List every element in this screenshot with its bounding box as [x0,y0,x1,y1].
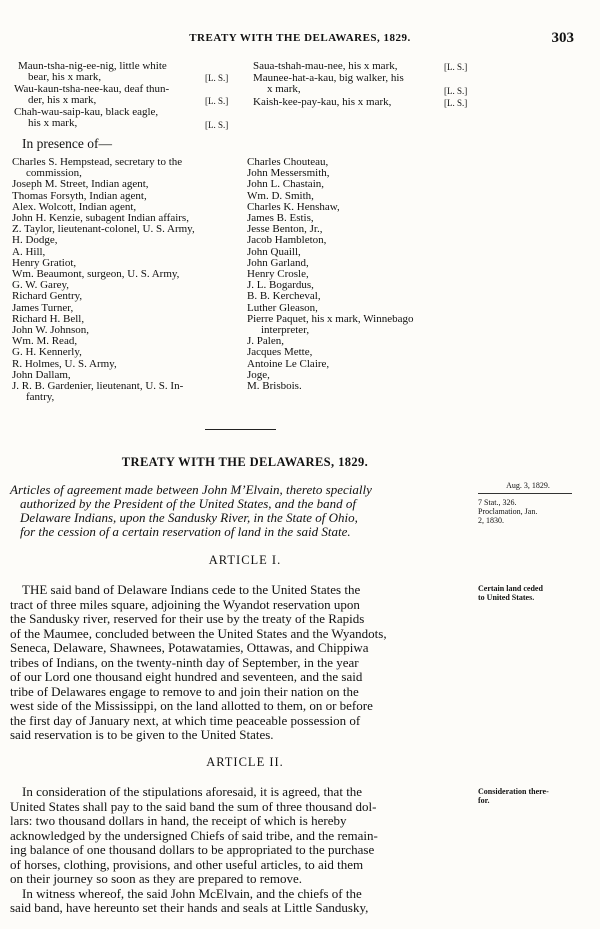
witness-entry: John H. Kenzie, subagent Indian affairs, [12,212,189,225]
article-2-heading: ARTICLE II. [206,755,284,769]
witness-entry: interpreter, [261,324,310,337]
signature-left-2 [14,84,169,106]
article-2-line: United States shall pay to the said band the sum of three thousand dol- [10,798,377,814]
article-2-line: said band, have hereunto set their hands and seals at Little Sandusky, [10,900,369,915]
margin-note-line: Consideration there- [478,787,549,796]
witness-entry: Charles S. Hempstead, secretary to the [12,156,183,168]
signature-line: Maun-tsha-nig-ee-nig, little white [18,60,167,72]
intro-line: Articles of agreement made between John M’Elvain, thereto specially [10,482,372,497]
witness-entry: A. Hill, [12,245,46,258]
margin-note-line: for. [478,796,490,805]
witness-entry: John Dallam, [12,368,71,381]
witness-entry: Pierre Paquet, his x mark, Winnebago [247,312,414,325]
witness-entry: Joseph M. Street, Indian agent, [12,178,149,191]
witness-entry: fantry, [26,391,55,404]
witness-entry: Charles Chouteau, [247,156,329,168]
signature-right-1 [253,61,397,72]
witness-entry: Wm. D. Smith, [247,189,314,202]
witness-entry: H. Dodge, [12,234,58,247]
article-1-line: tract of three miles square, adjoining the Wyandot reservation upon [10,596,360,612]
article-2-line: on their journey so soon as they are prepared to remove. [10,871,303,886]
article-1-line: THE said band of Delaware Indians cede to the United States the [22,582,361,597]
article-2-line: acknowledged by the undersigned Chiefs of said tribe, and the remain- [10,827,378,843]
witness-entry: J. Palen, [247,335,284,348]
witness-entry: Antoine Le Claire, [247,357,330,370]
signature-line: Kaish-kee-pay-kau, his x mark, [253,96,392,108]
margin-date: Aug. 3, 1829. [506,481,550,490]
article-1-line: tribes of Indians, on the twenty-ninth day of September, in the year [10,654,359,670]
witness-entry: Z. Taylor, lieutenant-colonel, U. S. Army, [12,223,195,236]
signature-right-2 [253,73,404,95]
witness-entry: Wm. M. Read, [12,335,78,348]
margin-note-article-2 [478,787,549,805]
article-2-line: In consideration of the stipulations aforesaid, it is agreed, that the [22,784,363,799]
signature-line: Saua-tshah-mau-nee, his x mark, [253,60,398,72]
signature-line: his x mark, [28,117,78,130]
seal-mark: [L. S.] [444,86,468,96]
margin-note-article-1 [478,584,543,602]
treaty-title: TREATY WITH THE DELAWARES, 1829. [121,455,369,469]
signature-line: Wau-kaun-tsha-nee-kau, deaf thun- [14,83,170,95]
margin-note-line: to United States. [478,593,535,602]
article-2-line: lars: two thousand dollars in hand, the receipt of which is hereby [10,813,347,828]
seal-mark: [L. S.] [205,73,229,83]
witness-entry: Luther Gleason, [247,301,318,314]
seal-mark: [L. S.] [444,98,468,108]
article-1-line: said reservation is to be given to the United States. [10,727,274,742]
seal-mark: [L. S.] [205,96,229,106]
witness-entry: Charles K. Henshaw, [247,200,340,213]
article-1-heading: ARTICLE I. [208,553,282,567]
article-1-line: the first day of January next, at which time peaceable possession of [10,712,361,728]
witness-entry: James B. Estis, [247,212,314,225]
article-1-line: the Sandusky river, reserved for their use by the treaty of the Rapids [10,611,365,626]
article-2-line: ing balance of one thousand dollars to be appropriated to the purchase [10,842,375,857]
page-number: 303 [551,30,574,46]
section-divider [205,429,276,430]
witness-entry: Jesse Benton, Jr., [247,223,323,236]
signature-left-1 [18,61,167,83]
witness-entry: Wm. Beaumont, surgeon, U. S. Army, [12,268,180,281]
signature-line: Chah-wau-saip-kau, black eagle, [14,106,159,118]
witness-entry: Richard Gentry, [12,290,83,303]
intro-line: Delaware Indians, upon the Sandusky River, in the State of Ohio, [20,510,358,525]
witness-entry: Alex. Wolcott, Indian agent, [12,200,137,213]
signature-line: bear, his x mark, [28,71,102,84]
signature-left-3 [14,107,158,129]
witness-entry: Henry Crosle, [247,268,309,281]
witness-entry: John W. Johnson, [12,324,90,337]
witness-entry: R. Holmes, U. S. Army, [12,357,117,370]
witness-entry: J. R. B. Gardenier, lieutenant, U. S. In- [12,380,184,393]
margin-citation-line: Proclamation, Jan. [478,507,538,516]
intro-line: authorized by the President of the United States, and the band of [20,496,357,511]
article-1-line: west side of the Mississippi, on the land allotted to them, on or before [10,698,373,713]
margin-citation [478,498,537,525]
witness-list-right [247,157,487,392]
witness-entry: John Quaill, [247,245,301,258]
witness-entry: G. H. Kennerly, [12,346,82,359]
presence-heading: In presence of— [22,136,112,151]
article-1-line: of our Lord one thousand eight hundred and seventeen, and the said [10,669,363,684]
article-2-line: In witness whereof, the said John McElvain, and the chiefs of the [22,885,362,901]
witness-entry: Henry Gratiot, [12,256,77,269]
witness-entry: Richard H. Bell, [12,312,85,325]
signature-line: der, his x mark, [28,94,97,107]
witness-entry: John Messersmith, [247,167,330,180]
signature-line: Maunee-hat-a-kau, big walker, his [253,72,404,84]
article-2-body [10,785,470,916]
witness-entry: B. B. Kercheval, [247,290,321,303]
witness-entry: John L. Chastain, [247,178,324,191]
witness-entry: Thomas Forsyth, Indian agent, [12,189,147,202]
margin-note-line: Certain land ceded [478,584,543,593]
witness-entry: J. L. Bogardus, [247,279,314,292]
margin-citation-line: 7 Stat., 326. [478,498,517,507]
witness-entry: M. Brisbois. [247,380,302,393]
margin-citation-line: 2, 1830. [478,516,504,525]
witness-entry: John Garland, [247,256,309,269]
article-2-line: of horses, clothing, provisions, and other useful articles, to aid them [10,856,364,872]
article-1-line: of the Maumee, concluded between the United States and the Wyandots, [10,625,387,641]
witness-entry: Joge, [247,368,270,381]
witness-entry: James Turner, [12,301,74,314]
margin-rule [478,493,572,494]
article-1-line: tribe of Delawares engage to remove to and join their nation on the [10,683,359,699]
witness-list-left [12,157,244,403]
seal-mark: [L. S.] [444,62,468,72]
witness-entry: Jacob Hambleton, [247,234,327,247]
treaty-intro [10,483,472,539]
article-1-body [10,583,470,743]
signature-right-3 [253,97,391,108]
signature-line: x mark, [267,83,301,96]
article-1-line: Seneca, Delaware, Shawnees, Potawatamies, Ottawas, and Chippiwa [10,640,369,655]
witness-entry: commission, [26,167,82,180]
witness-entry: G. W. Garey, [12,279,70,292]
seal-mark: [L. S.] [205,120,229,130]
intro-line: for the cession of a certain reservation of land in the said State. [20,524,351,539]
running-header: TREATY WITH THE DELAWARES, 1829. [189,32,411,44]
witness-entry: Jacques Mette, [247,346,313,359]
